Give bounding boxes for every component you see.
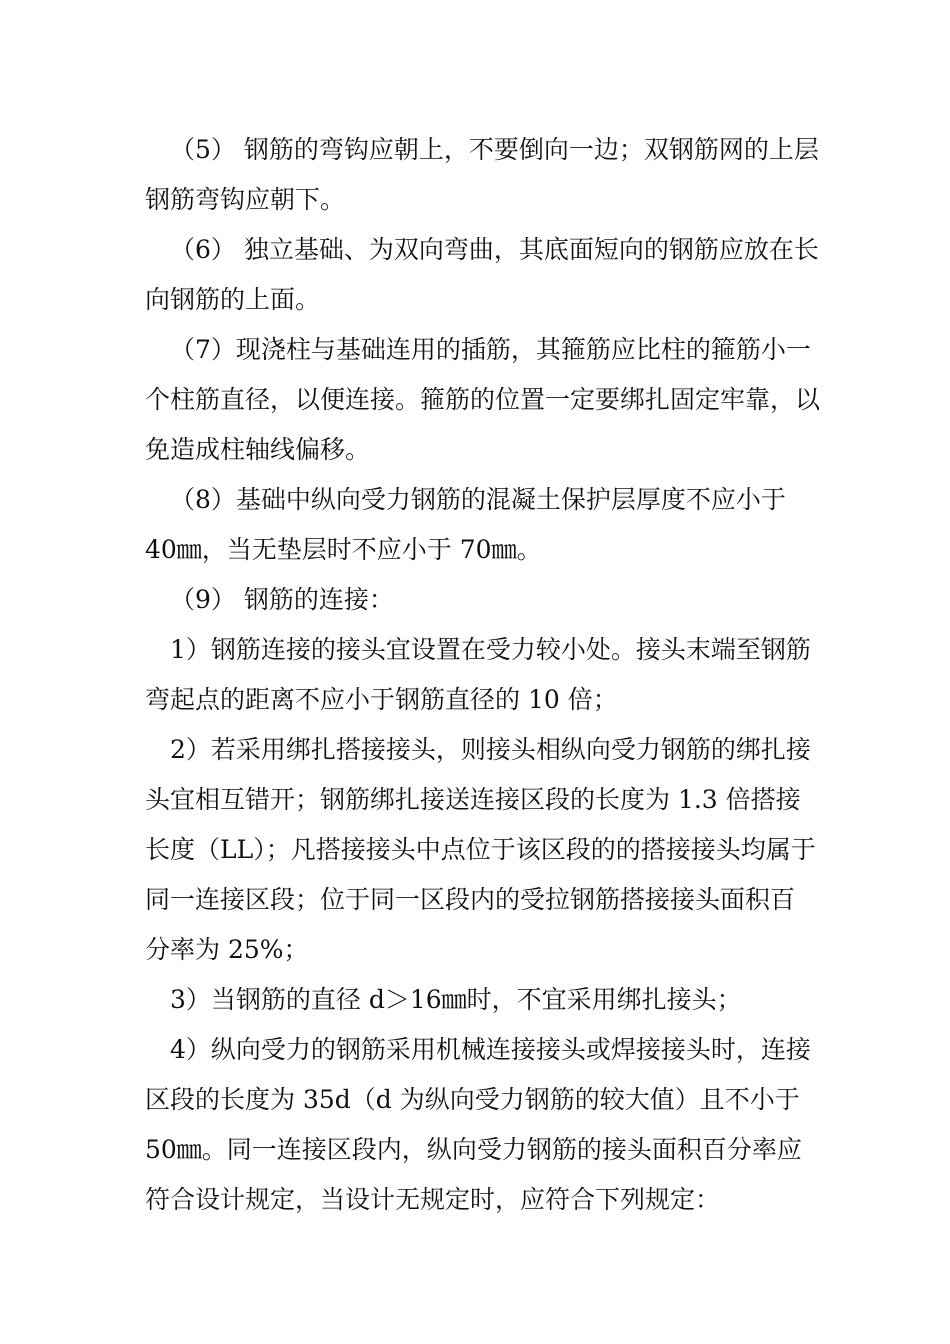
text-line: 头宜相互错开；钢筋绑扎接送连接区段的长度为 1.3 倍搭接 (145, 785, 801, 814)
text-line: 长度（LL）；凡搭接接头中点位于该区段的的搭接接头均属于 (145, 835, 816, 864)
text-line: （9） 钢筋的连接： (170, 585, 394, 614)
text-line: 3）当钢筋的直径 d＞16㎜时，不宜采用绑扎接头； (170, 985, 742, 1014)
text-line: 2）若采用绑扎搭接接头，则接头相纵向受力钢筋的绑扎接 (170, 735, 811, 764)
text-line: 区段的长度为 35d（d 为纵向受力钢筋的较大值）且不小于 (145, 1085, 800, 1114)
text-line: 40㎜，当无垫层时不应小于 70㎜。 (145, 535, 542, 564)
text-line: 弯起点的距离不应小于钢筋直径的 10 倍； (145, 685, 618, 714)
text-line: 4）纵向受力的钢筋采用机械连接接头或焊接接头时，连接 (170, 1035, 811, 1064)
text-line: 个柱筋直径，以便连接。箍筋的位置一定要绑扎固定牢靠，以 (145, 385, 821, 414)
text-line: （7）现浇柱与基础连用的插筋，其箍筋应比柱的箍筋小一 (170, 335, 811, 364)
text-line: 50㎜。同一连接区段内，纵向受力钢筋的接头面积百分率应 (145, 1135, 802, 1164)
text-line: 钢筋弯钩应朝下。 (145, 185, 346, 214)
text-line: （8）基础中纵向受力钢筋的混凝土保护层厚度不应小于 (170, 485, 786, 514)
text-line: 符合设计规定，当设计无规定时，应符合下列规定： (145, 1185, 721, 1214)
text-line: 同一连接区段；位于同一区段内的受拉钢筋搭接接头面积百 (145, 885, 796, 914)
text-line: 免造成柱轴线偏移。 (145, 435, 371, 464)
text-line: 1）钢筋连接的接头宜设置在受力较小处。接头末端至钢筋 (170, 635, 811, 664)
text-line: （5） 钢筋的弯钩应朝上，不要倒向一边；双钢筋网的上层 (170, 135, 819, 164)
text-line: （6） 独立基础、为双向弯曲，其底面短向的钢筋应放在长 (170, 235, 819, 264)
text-line: 分率为 25%； (145, 935, 309, 964)
text-line: 向钢筋的上面。 (145, 285, 321, 314)
